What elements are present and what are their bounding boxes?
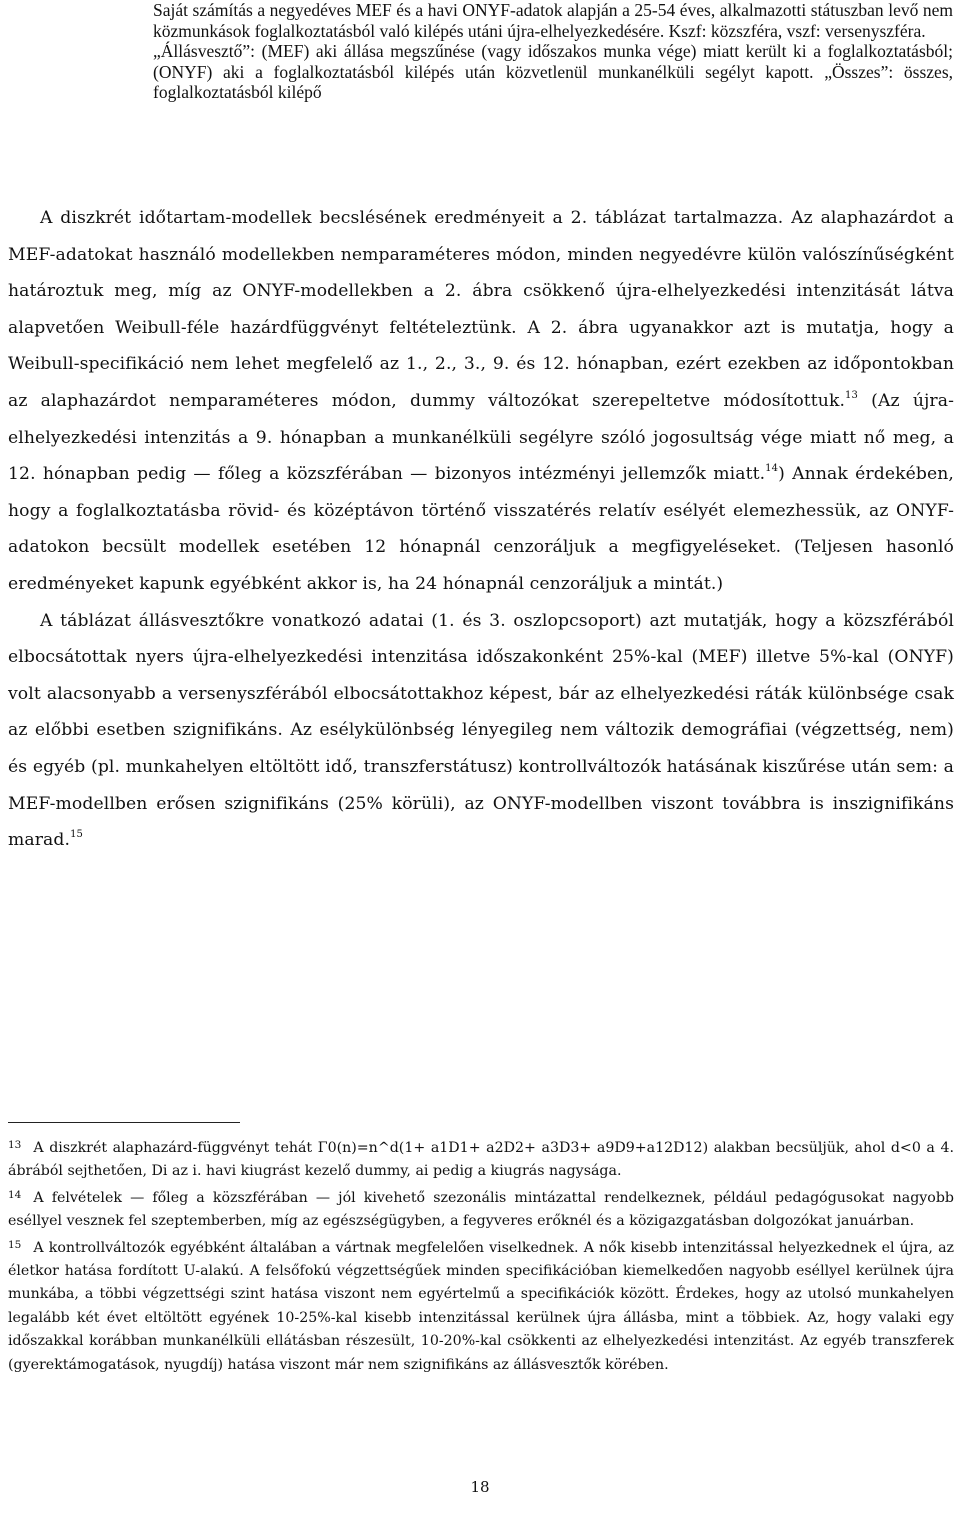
main-text (8, 200, 954, 859)
definition-note-line: „Állásvesztő”: (MEF) aki állása megszűnése (vagy időszakos munka vége) miatt került ki a foglalkoztatásból; (ONYF) aki a foglalkoztatásból kilépés után közvetlenül munkanélküli segélyt kapott. „Összes”: összes, foglalkoztatásból kilépő (153, 41, 953, 102)
hazard-formula: Γ0(n)=n^d(1+ a1D1+ a2D2+ a3D3+ a9D9+a12D12) (317, 1140, 709, 1156)
paragraph-1 (8, 200, 954, 603)
footnote-ref-14: 14 (765, 463, 779, 475)
footnote-14 (8, 1184, 954, 1234)
footnote-number: 15 (8, 1238, 22, 1251)
page-number: 18 (470, 1478, 490, 1496)
footnotes (8, 1134, 954, 1377)
paragraph-1-part-a: A diszkrét időtartam-modellek becslésének eredményeit a 2. táblázat tartalmazza. Az alaphazárdot a MEF-adatokat használó modellekben nemparaméteres módon, minden negyedévre külön valószínűségként határoztuk meg, míg az ONYF-modellekben a 2. ábra csökkenő újra-elhelyezkedési intenzitását látva alapvetően Weibull-féle hazárdfüggvényt feltételeztünk. A 2. ábra ugyanakkor azt is mutatja, hogy a Weibull-specifikáció nem lehet megfelelő az 1., 2., 3., 9. és 12. hónapban, ezért ezekben az időpontokban az alaphazárdot nemparaméteres módon, dummy változókat szerepeltetve módosítottuk. (8, 208, 954, 411)
footnote-number: 13 (8, 1139, 22, 1151)
source-note-line: Saját számítás a negyedéves MEF és a havi ONYF-adatok alapján a 25-54 éves, alkalmazotti státuszban levő nem közmunkások foglalkoztatásból való kilépés utáni újra-elhelyezkedésére. Kszf: közszféra, vszf: versenyszféra. (153, 0, 953, 41)
footnote-15-text: A kontrollváltozók egyébként általában a vártnak megfelelően viselkednek. A nők kisebb intenzitással helyezkednek el újra, az életkor hatása fordított U-alakú. A felsőfokú végzettségűek minden specifikációban kiemelkedően nagyobb eséllyel kerülnek újra munkába, a többi végzettségi szint hatása viszont nem egyértelmű a specifikációk között. Érdekes, hogy az utolsó munkahelyen legalább két évet eltöltött egyének 10-25%-kal kisebb intenzitással kerülnek újra állásba, mint a többiek. Az, hogy valaki egy időszakkal korábban munkanélküli ellátásban részesült, 10-20%-kal csökkenti az elhelyezkedési intenzitást. Az egyéb transzferek (gyerektámogatások, nyugdíj) hatása viszont már nem szignifikáns az állásvesztők körében. (8, 1239, 954, 1373)
paragraph-2 (8, 603, 954, 859)
paragraph-1-part-c: ) Annak érdekében, hogy a foglalkoztatásba rövid- és középtávon történő visszatérés relatív esélyét elemezhessük, az ONYF-adatokon becsült modellek esetében 12 hónapnál cenzoráljuk a megfigyeléseket. (Teljesen hasonló eredményeket kapunk egyébként akkor is, ha 24 hónapnál cenzoráljuk a mintát.) (8, 464, 954, 594)
footnote-13 (8, 1134, 954, 1184)
footnote-number: 14 (8, 1188, 22, 1201)
paragraph-2-text: A táblázat állásvesztőkre vonatkozó adatai (1. és 3. oszlopcsoport) azt mutatják, hogy a közszférából elbocsátottak nyers újra-elhelyezkedési intenzitása időszakonként 25%-kal (MEF) illetve 5%-kal (ONYF) volt alacsonyabb a versenyszférából elbocsátottakhoz képest, bár az elhelyezkedési ráták különbsége csak az előbbi esetben szignifikáns. Az esélykülönbség lényegileg nem változik demográfiai (végzettség, nem) és egyéb (pl. munkahelyen eltöltött idő, transzferstátusz) kontrollváltozók hatásának kiszűrése után sem: a MEF-modellben erősen szignifikáns (25% körüli), az ONYF-modellben viszont továbbra is inszignifikáns marad. (8, 610, 954, 851)
footnote-separator (8, 1122, 240, 1123)
footnote-ref-13: 13 (845, 389, 858, 401)
paragraph-1-part-b: (Az újra-elhelyezkedési intenzitás a 9. hónapban a munkanélküli segélyre szóló jogosultság vége miatt nő meg, a 12. hónapban pedig — főleg a közszférában — bizonyos intézményi jellemzők miatt. (8, 390, 954, 485)
footnote-13-pre: A diszkrét alaphazárd-függvényt tehát (33, 1140, 318, 1156)
footnote-15 (8, 1234, 954, 1377)
footnote-14-text: A felvételek — főleg a közszférában — jól kivehető szezonális mintázattal rendelkeznek, például pedagógusokat nagyobb eséllyel vesznek fel szeptemberben, míg az egészségügyben, a fegyveres erőknél és a közigazgatásban dolgozókat januárban. (8, 1189, 954, 1230)
footnote-13-post: alakban becsüljük, ahol d<0 a 4. ábrából sejthetően, Di az i. havi kiugrást kezelő dummy, ai pedig a kiugrás nagysága. (8, 1140, 954, 1180)
table-source-note (153, 0, 953, 103)
footnote-ref-15: 15 (70, 829, 84, 841)
